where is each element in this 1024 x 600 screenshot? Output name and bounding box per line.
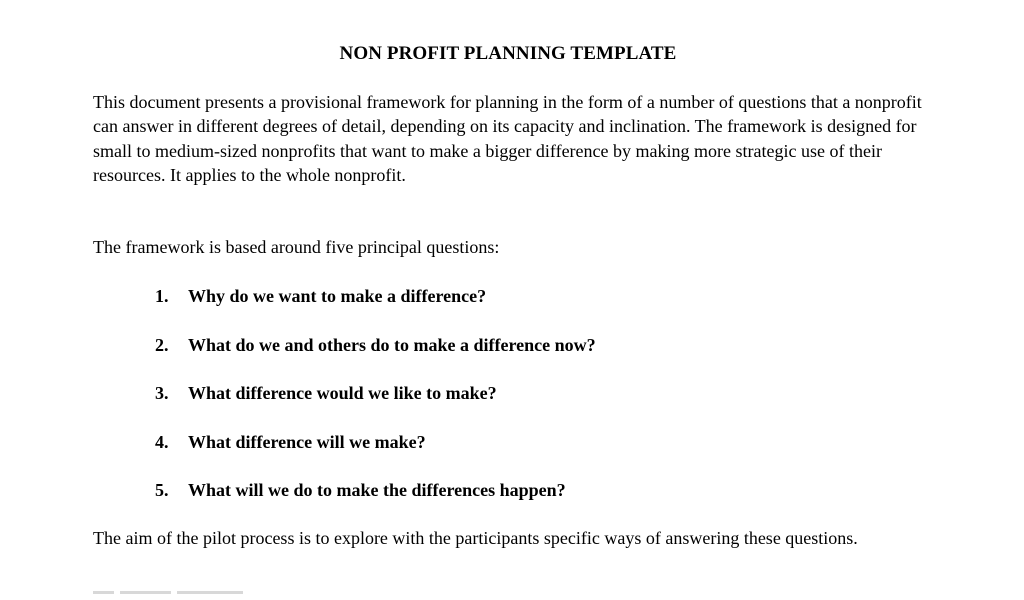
cropped-text-fragment [93,591,243,594]
question-number: 1. [155,286,169,306]
question-text: What difference will we make? [188,431,426,452]
question-text: What difference would we like to make? [188,383,497,403]
question-item-4 [0,430,1024,479]
framework-lead-paragraph: The framework is based around five principal questions: [93,237,500,257]
principal-questions-list [0,284,1024,527]
document-title: NON PROFIT PLANNING TEMPLATE [339,43,677,64]
question-item-2 [0,333,1024,382]
intro-paragraph: This document presents a provisional framework for planning in the form of a number of questions that a nonprofit can answer in different degrees of detail, depending on its capacity and inclination. The framework is designed for small to medium-sized nonprofits that want to make a bigger difference by making more strategic use of their resources. It applies to the whole nonprofit. [93,92,922,185]
question-item-3 [0,381,1024,430]
question-text: What do we and others do to make a difference now? [188,334,596,355]
question-number: 3. [155,383,169,403]
question-number: 4. [155,431,169,452]
question-number: 5. [155,480,169,500]
question-item-5 [0,478,1024,527]
closing-paragraph: The aim of the pilot process is to explore with the participants specific ways of answering these questions. [93,528,858,548]
question-text: What will we do to make the differences happen? [188,480,566,500]
question-text: Why do we want to make a difference? [188,286,487,306]
question-item-1 [0,284,1024,333]
cropped-text-line [93,590,243,600]
question-number: 2. [155,334,169,355]
